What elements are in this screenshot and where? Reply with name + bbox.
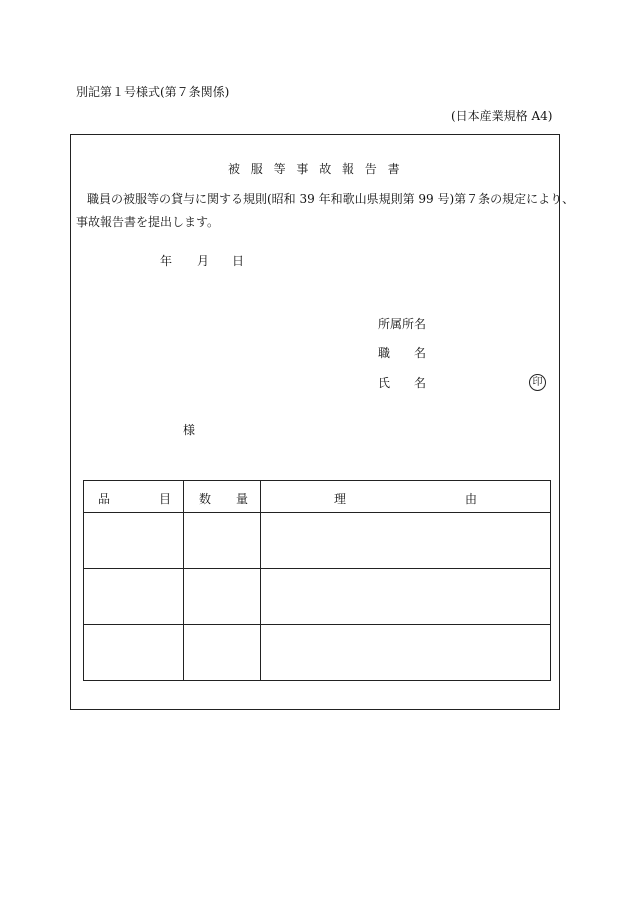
quantity-header-char-2: 量 [236,492,249,506]
addressee-suffix: 様 [183,423,196,437]
table-row [84,513,551,569]
reason-header-char-2: 由 [465,492,478,506]
paper-size-note: (日本産業規格 A4) [451,109,553,123]
reason-cell[interactable] [261,513,551,569]
reason-cell[interactable] [261,569,551,625]
reason-cell[interactable] [261,625,551,681]
table-header-row [84,481,551,513]
quantity-header-char-1: 数 [199,492,212,506]
seal-mark-icon: 印 [529,374,546,391]
item-header-char-1: 品 [98,492,111,506]
quantity-cell[interactable] [184,625,261,681]
items-table [83,480,551,681]
item-cell[interactable] [84,625,184,681]
name-label-part-1: 氏 [378,376,391,390]
item-cell[interactable] [84,569,184,625]
reason-header-char-1: 理 [334,492,347,506]
name-label-part-2: 名 [414,376,427,390]
office-name-label: 所属所名 [378,317,427,331]
item-header-char-2: 目 [159,492,172,506]
date-year-label: 年 [160,254,173,268]
quantity-cell[interactable] [184,513,261,569]
quantity-cell[interactable] [184,569,261,625]
body-text-line-2: 事故報告書を提出します。 [76,215,220,229]
table-row [84,569,551,625]
item-cell[interactable] [84,513,184,569]
item-header-cell [84,481,184,513]
form-label: 別記第１号様式(第７条関係) [76,85,230,99]
date-day-label: 日 [232,254,245,268]
body-text-line-1: 職員の被服等の貸与に関する規則(昭和 39 年和歌山県規則第 99 号)第７条の規定により、 [87,192,575,206]
table-row [84,625,551,681]
post-label-part-2: 名 [414,346,427,360]
post-label-part-1: 職 [378,346,391,360]
reason-header-cell [261,481,551,513]
form-title: 被服等事故報告書 [228,162,411,176]
date-month-label: 月 [197,254,210,268]
quantity-header-cell [184,481,261,513]
